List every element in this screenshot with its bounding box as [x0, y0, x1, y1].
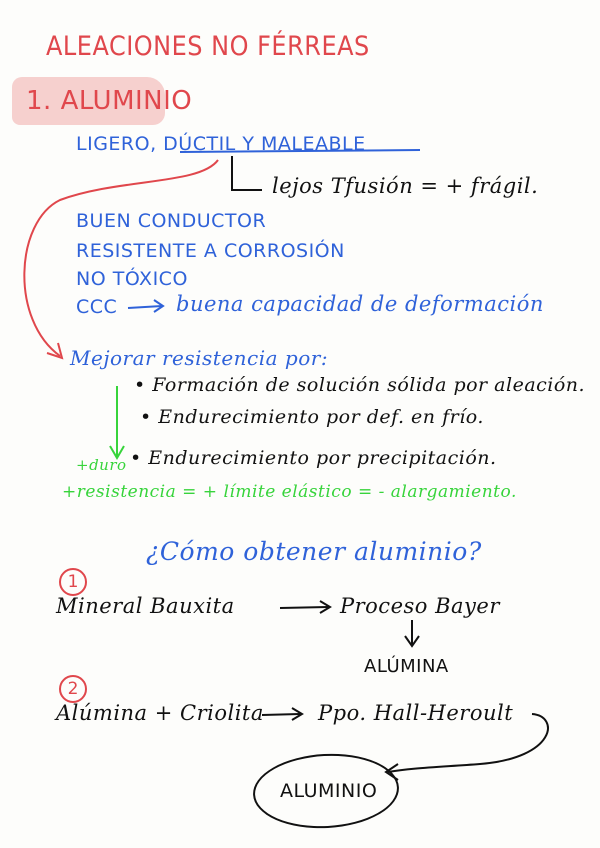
method-item: • Endurecimiento por precipitación. — [130, 447, 497, 469]
step2-arrow — [262, 714, 300, 715]
question-heading: ¿Cómo obtener aluminio? — [146, 537, 482, 566]
feature-ccc-text: buena capacidad de deformación — [176, 292, 544, 316]
improve-title: Mejorar resistencia por: — [70, 346, 329, 370]
prop-ductil: DÚCTIL — [163, 133, 236, 155]
feature-item: BUEN CONDUCTOR — [76, 210, 267, 232]
step-number-2: 2 — [59, 675, 87, 703]
method-text: Formación de solución sólida por aleación. — [152, 374, 586, 396]
step1-arrow — [280, 607, 328, 608]
prop-ligero: LIGERO, — [76, 133, 157, 155]
step1-source: Mineral Bauxita — [56, 594, 235, 618]
step2-process: Ppo. Hall-Heroult — [318, 701, 514, 725]
final-product: ALUMINIO — [280, 780, 378, 802]
feature-item: NO TÓXICO — [76, 268, 188, 290]
method-item: • Formación de solución sólida por aleación. — [134, 374, 586, 396]
method-text: Endurecimiento por def. en frío. — [158, 406, 484, 428]
step-number-1: 1 — [59, 568, 87, 596]
step1-process: Proceso Bayer — [340, 594, 500, 618]
page-title: ALEACIONES NO FÉRREAS — [46, 30, 370, 62]
bracket-line — [232, 156, 262, 190]
hardness-note: +duro — [76, 456, 127, 474]
feature-item: RESISTENTE A CORROSIÓN — [76, 240, 345, 262]
ccc-arrow — [128, 306, 162, 308]
feature-ccc-label: CCC — [76, 296, 118, 318]
section-heading: 1. ALUMINIO — [26, 86, 193, 116]
step2-source: Alúmina + Criolita — [56, 701, 264, 725]
method-item: • Endurecimiento por def. en frío. — [140, 406, 484, 428]
fusion-note: lejos Tfusión = + frágil. — [272, 174, 539, 198]
step1-product: ALÚMINA — [364, 656, 449, 677]
properties-line — [76, 133, 366, 155]
prop-maleable: Y MALEABLE — [242, 133, 366, 155]
method-text: Endurecimiento por precipitación. — [148, 447, 497, 469]
resistance-equation: +resistencia = + límite elástico = - alargamiento. — [62, 482, 517, 502]
